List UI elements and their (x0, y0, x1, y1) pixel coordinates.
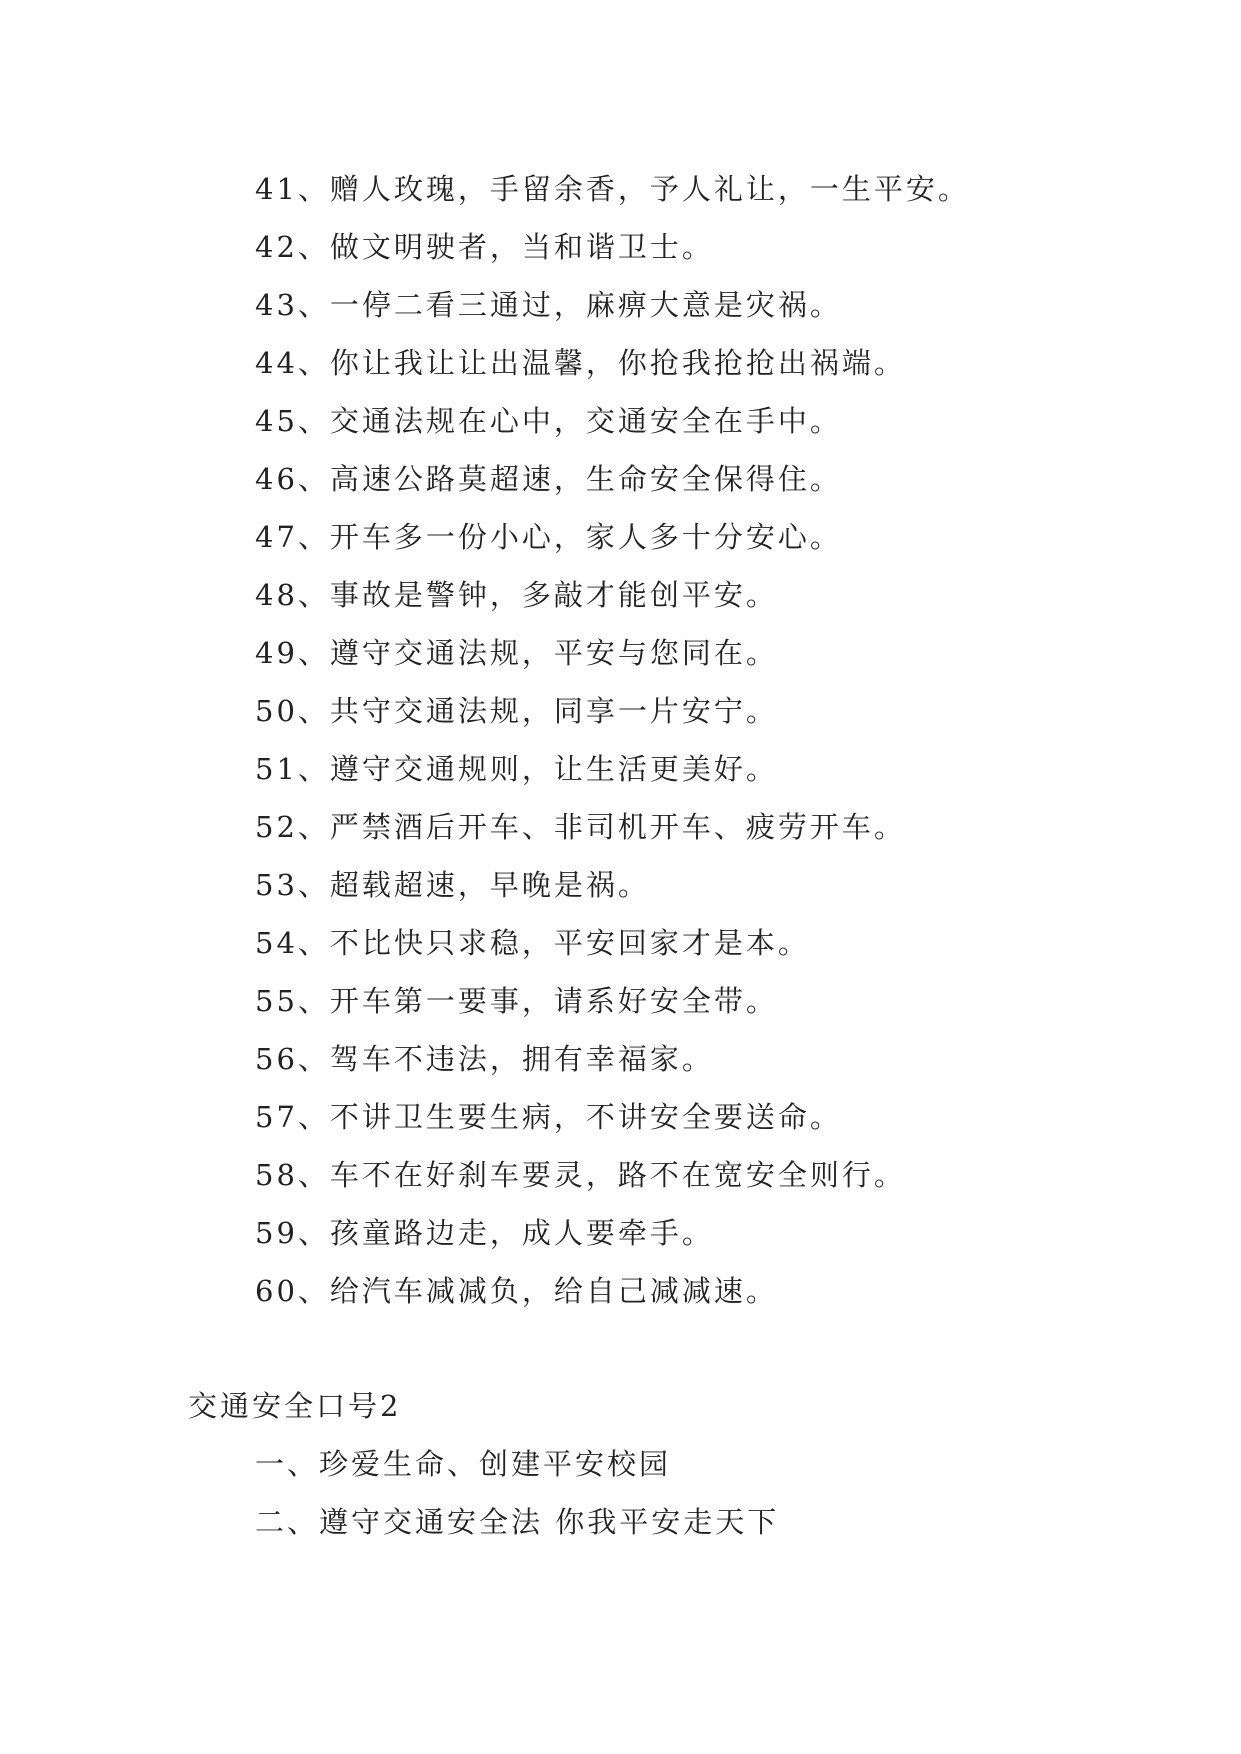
list-item: 43、一停二看三通过，麻痹大意是灾祸。 (255, 288, 842, 322)
list-item: 58、车不在好刹车要灵，路不在宽安全则行。 (255, 1158, 906, 1192)
list-item: 二、遵守交通安全法 你我平安走天下 (255, 1505, 780, 1539)
list-item: 56、驾车不违法，拥有幸福家。 (255, 1042, 714, 1076)
list-item: 60、给汽车减减负，给自己减减速。 (255, 1274, 778, 1308)
section-title: 交通安全口号2 (188, 1389, 402, 1423)
list-item: 55、开车第一要事，请系好安全带。 (255, 984, 778, 1018)
list-item: 50、共守交通法规，同享一片安宁。 (255, 694, 778, 728)
list-item: 59、孩童路边走，成人要牵手。 (255, 1216, 714, 1250)
list-item: 41、赠人玫瑰，手留余香，予人礼让，一生平安。 (255, 172, 970, 206)
list-item: 54、不比快只求稳，平安回家才是本。 (255, 926, 810, 960)
list-item: 45、交通法规在心中，交通安全在手中。 (255, 404, 842, 438)
list-item: 53、超载超速，早晚是祸。 (255, 868, 650, 902)
list-item: 57、不讲卫生要生病，不讲安全要送命。 (255, 1100, 842, 1134)
list-item: 48、事故是警钟，多敲才能创平安。 (255, 578, 778, 612)
slogan-list (255, 160, 970, 1320)
list-item: 44、你让我让让出温馨，你抢我抢抢出祸端。 (255, 346, 906, 380)
list-item: 47、开车多一份小心，家人多十分安心。 (255, 520, 842, 554)
list-item: 52、严禁酒后开车、非司机开车、疲劳开车。 (255, 810, 906, 844)
list-item: 46、高速公路莫超速，生命安全保得住。 (255, 462, 842, 496)
list-item: 一、珍爱生命、创建平安校园 (255, 1447, 672, 1481)
list-item: 49、遵守交通法规，平安与您同在。 (255, 636, 778, 670)
section2-list (255, 1435, 779, 1551)
list-item: 42、做文明驶者，当和谐卫士。 (255, 230, 714, 264)
list-item: 51、遵守交通规则，让生活更美好。 (255, 752, 778, 786)
